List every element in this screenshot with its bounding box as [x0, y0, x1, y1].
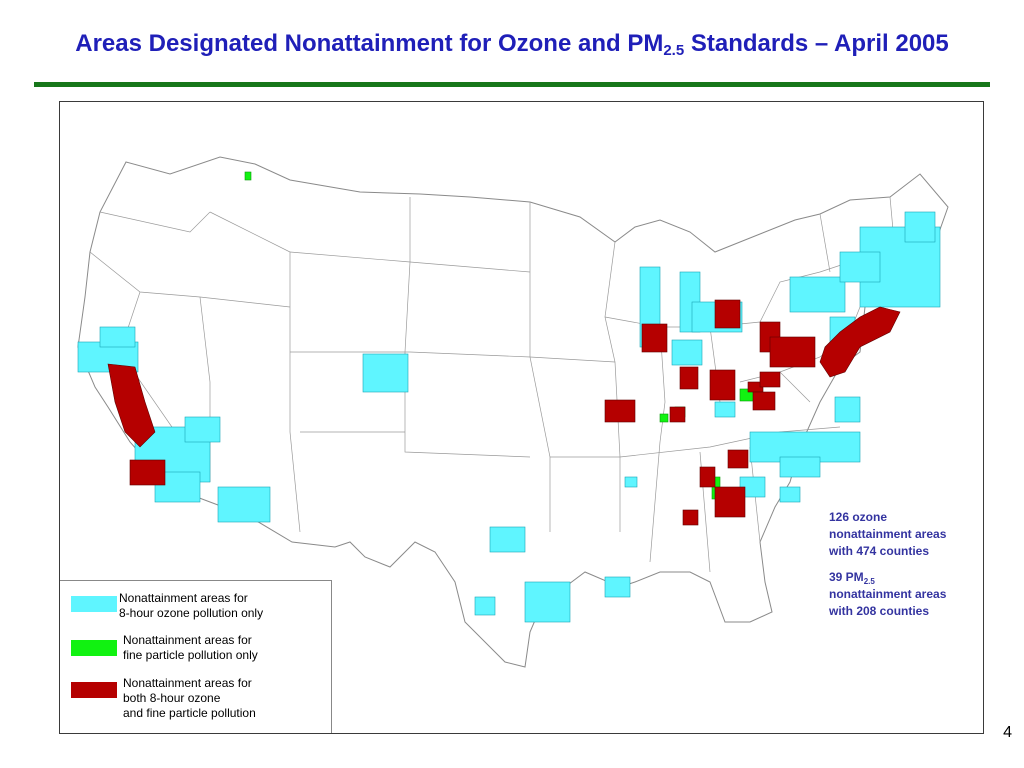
area-ozone: [185, 417, 220, 442]
page-number: 4: [1003, 724, 1012, 741]
area-ozone: [475, 597, 495, 615]
area-ozone: [835, 397, 860, 422]
area-ozone: [605, 577, 630, 597]
area-both: [753, 392, 775, 410]
map-legend: [60, 580, 332, 733]
area-both: [700, 467, 715, 487]
area-ozone: [715, 402, 735, 417]
slide-title: [0, 30, 1024, 59]
title-tail: Standards – April 2005: [684, 30, 949, 57]
area-ozone: [672, 340, 702, 365]
legend-label-both: Nonattainment areas for both 8-hour ozone and fine particle pollution: [123, 676, 256, 720]
area-ozone: [363, 354, 408, 392]
area-pm: [245, 172, 251, 180]
area-both: [130, 460, 165, 485]
area-both: [715, 487, 745, 517]
ozone-stat-line2: nonattainment areas: [829, 527, 947, 541]
ozone-stat-line3: with 474 counties: [829, 544, 930, 558]
area-both: [715, 300, 740, 328]
title-main: Areas Designated Nonattainment for Ozone and PM: [75, 30, 664, 57]
area-ozone: [218, 487, 270, 522]
area-both: [770, 337, 815, 367]
area-both: [680, 367, 698, 389]
area-ozone: [780, 487, 800, 502]
pm-stat-prefix: 39 PM: [829, 570, 864, 584]
pm-stat-line3: with 208 counties: [829, 604, 930, 618]
area-both: [760, 372, 780, 387]
legend-swatch-ozone: [71, 596, 117, 612]
area-ozone: [790, 277, 845, 312]
legend-label-ozone: Nonattainment areas for 8-hour ozone pollution only: [119, 591, 264, 620]
pm-stat-subscript: 2.5: [863, 577, 875, 586]
area-ozone: [780, 457, 820, 477]
area-ozone: [840, 252, 880, 282]
area-both: [642, 324, 667, 352]
legend-swatch-both: [71, 682, 117, 698]
pm-stat-line2: nonattainment areas: [829, 587, 947, 601]
ozone-stat-line1: 126 ozone: [829, 510, 888, 524]
legend-swatch-pm: [71, 640, 117, 656]
area-pm: [660, 414, 668, 422]
area-ozone: [100, 327, 135, 347]
area-both: [710, 370, 735, 400]
area-both: [605, 400, 635, 422]
area-ozone: [525, 582, 570, 622]
area-both: [728, 450, 748, 468]
area-ozone: [905, 212, 935, 242]
area-both: [683, 510, 698, 525]
legend-label-pm: Nonattainment areas for fine particle pollution only: [123, 633, 258, 662]
area-ozone: [625, 477, 637, 487]
title-subscript: 2.5: [663, 42, 685, 59]
title-divider: [34, 82, 990, 87]
area-both: [670, 407, 685, 422]
area-ozone: [490, 527, 525, 552]
